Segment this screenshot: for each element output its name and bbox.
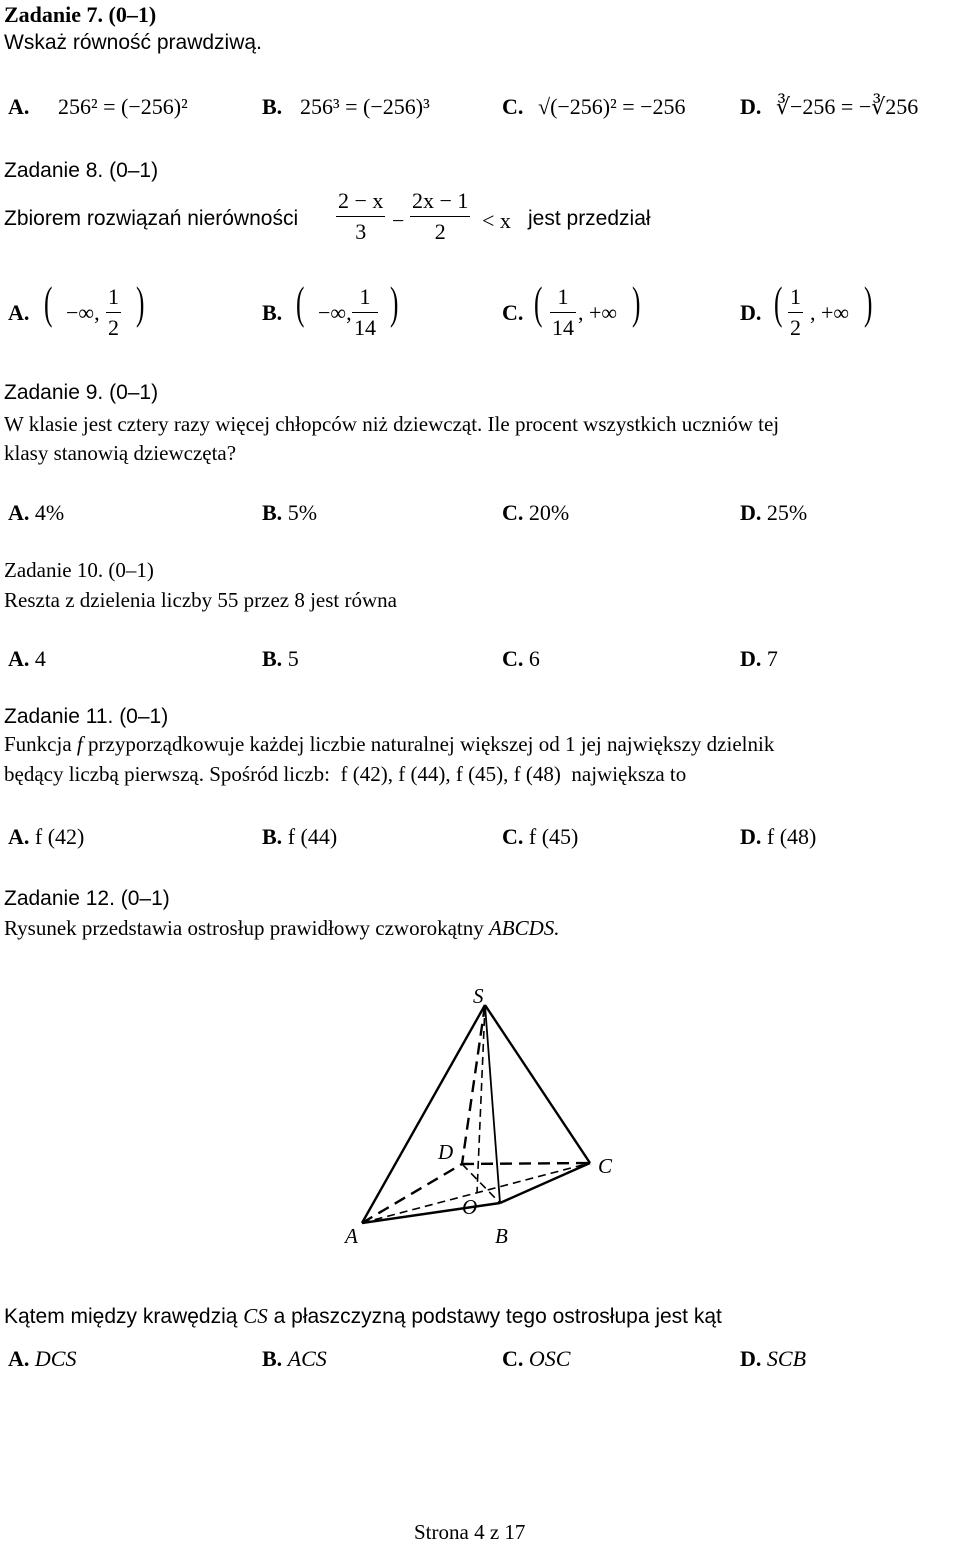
q10-option-a: A. 4: [8, 646, 46, 671]
q8-prompt-after: jest przedział: [528, 207, 651, 230]
q8-option-a-open-paren: (: [44, 277, 53, 328]
q7-option-c-letter: C.: [502, 94, 524, 119]
q8-option-a-num: 1: [108, 284, 119, 309]
q8-option-a-letter: A.: [8, 300, 30, 325]
q8-option-a-close-paren: ): [136, 277, 145, 328]
q11-line-1: Funkcja f przyporządkowuje każdej liczbie naturalnej większej od 1 jej największy dzielnik: [4, 732, 775, 756]
q8-option-b-fraction: [352, 286, 378, 339]
q8-option-b-left: −∞,: [318, 300, 352, 325]
q8-option-c-den: 14: [552, 315, 574, 340]
q8-fraction-1-num: 2 − x: [338, 188, 384, 213]
q11-option-c: C. f (45): [502, 824, 579, 849]
label-s: S: [473, 984, 484, 1008]
edge-sa: [362, 1005, 485, 1223]
q9-option-b: B. 5%: [262, 500, 318, 525]
q7-option-b-letter: B.: [262, 94, 283, 119]
q11-title: Zadanie 11. (0–1): [4, 705, 169, 728]
q8-fraction-1-den: 3: [355, 219, 367, 244]
label-b: B: [495, 1224, 508, 1248]
q12-option-b: B. ACS: [262, 1346, 327, 1371]
q8-minus: −: [392, 208, 405, 233]
q12-option-c: C. OSC: [502, 1346, 571, 1371]
q10-option-b: B. 5: [262, 646, 299, 671]
q8-option-c-close-paren: ): [632, 277, 641, 328]
q8-option-c-right: , +∞: [578, 300, 618, 325]
q8-title: Zadanie 8. (0–1): [4, 159, 159, 182]
q8-option-d-close-paren: ): [864, 277, 873, 328]
label-a: A: [345, 1224, 358, 1248]
q10-title: Zadanie 10. (0–1): [4, 558, 154, 582]
q9-title: Zadanie 9. (0–1): [4, 381, 159, 404]
q8-option-b-open-paren: (: [296, 277, 305, 328]
q8-option-d-fraction: [788, 286, 803, 339]
q8-fraction-2-den: 2: [434, 219, 446, 244]
q8-option-d-open-paren: (: [774, 277, 783, 328]
q8-relation: < x: [482, 208, 511, 233]
q12-title: Zadanie 12. (0–1): [4, 887, 170, 910]
edge-dc: [462, 1163, 590, 1164]
q8-option-c-num: 1: [557, 284, 569, 309]
label-d: D: [438, 1140, 454, 1164]
label-c: C: [598, 1154, 613, 1178]
edge-ad: [362, 1164, 462, 1223]
q8-option-d-right: , +∞: [810, 300, 850, 325]
page-footer: Strona 4 z 17: [414, 1520, 526, 1544]
label-o: O: [462, 1195, 478, 1219]
q7-option-d-letter: D.: [740, 94, 762, 119]
q8-option-a-den: 2: [108, 315, 119, 340]
edge-sc: [485, 1005, 590, 1163]
q7-prompt: Wskaż równość prawdziwą.: [4, 31, 262, 54]
q9-option-a: A. 4%: [8, 500, 65, 525]
q8-option-b-close-paren: ): [390, 277, 399, 328]
edge-sb: [485, 1005, 500, 1203]
q8-fraction-2: [410, 190, 470, 243]
q10-prompt: Reszta z dzielenia liczby 55 przez 8 jest równa: [4, 588, 397, 612]
q12-prompt: Rysunek przedstawia ostrosłup prawidłowy czworokątny ABCDS.: [4, 916, 560, 940]
q8-option-b-num: 1: [359, 284, 371, 309]
q10-option-d: D. 7: [740, 646, 778, 671]
q8-option-b-letter: B.: [262, 300, 283, 325]
q8-option-c-open-paren: (: [534, 277, 543, 328]
q11-option-b: B. f (44): [262, 824, 338, 849]
q8-option-a-left: −∞,: [66, 300, 100, 325]
q7-option-a-letter: A.: [8, 94, 30, 119]
q9-line-1: W klasie jest cztery razy więcej chłopców niż dziewcząt. Ile procent wszystkich uczniów tej: [4, 412, 780, 436]
q8-option-d-den: 2: [790, 315, 801, 340]
q11-option-a: A. f (42): [8, 824, 85, 849]
q7-option-b-expr: 256³ = (−256)³: [300, 94, 430, 119]
pyramid-figure: [340, 975, 640, 1255]
q8-option-d-letter: D.: [740, 300, 762, 325]
q9-option-d: D. 25%: [740, 500, 808, 525]
q10-option-c: C. 6: [502, 646, 540, 671]
q7-option-a-expr: 256² = (−256)²: [58, 94, 188, 119]
q8-prompt-before: Zbiorem rozwiązań nierówności: [4, 207, 299, 230]
q12-option-a: A. DCS: [8, 1346, 77, 1371]
q8-fraction-2-num: 2x − 1: [412, 188, 469, 213]
q11-line-2: będący liczbą pierwszą. Spośród liczb: f (42), f (44), f (45), f (48) największa to: [4, 762, 687, 786]
q11-option-d: D. f (48): [740, 824, 817, 849]
q12-question: Kątem między krawędzią CS a płaszczyzną podstawy tego ostrosłupa jest kąt: [4, 1304, 722, 1328]
q8-option-d-num: 1: [790, 284, 801, 309]
q8-option-a-fraction: [106, 286, 121, 339]
q8-option-b-den: 14: [354, 315, 376, 340]
q7-option-c-expr: √(−256)² = −256: [538, 94, 686, 119]
q9-option-c: C. 20%: [502, 500, 570, 525]
q7-option-d-expr: ∛−256 = −∛256: [776, 94, 919, 119]
q12-option-d: D. SCB: [740, 1346, 807, 1371]
q8-fraction-1: [336, 190, 385, 243]
q8-option-c-fraction: [550, 286, 576, 339]
q9-line-2: klasy stanowią dziewczęta?: [4, 441, 237, 465]
q7-title: Zadanie 7. (0–1): [4, 2, 157, 27]
edge-ab: [362, 1203, 500, 1223]
q8-option-c-letter: C.: [502, 300, 524, 325]
